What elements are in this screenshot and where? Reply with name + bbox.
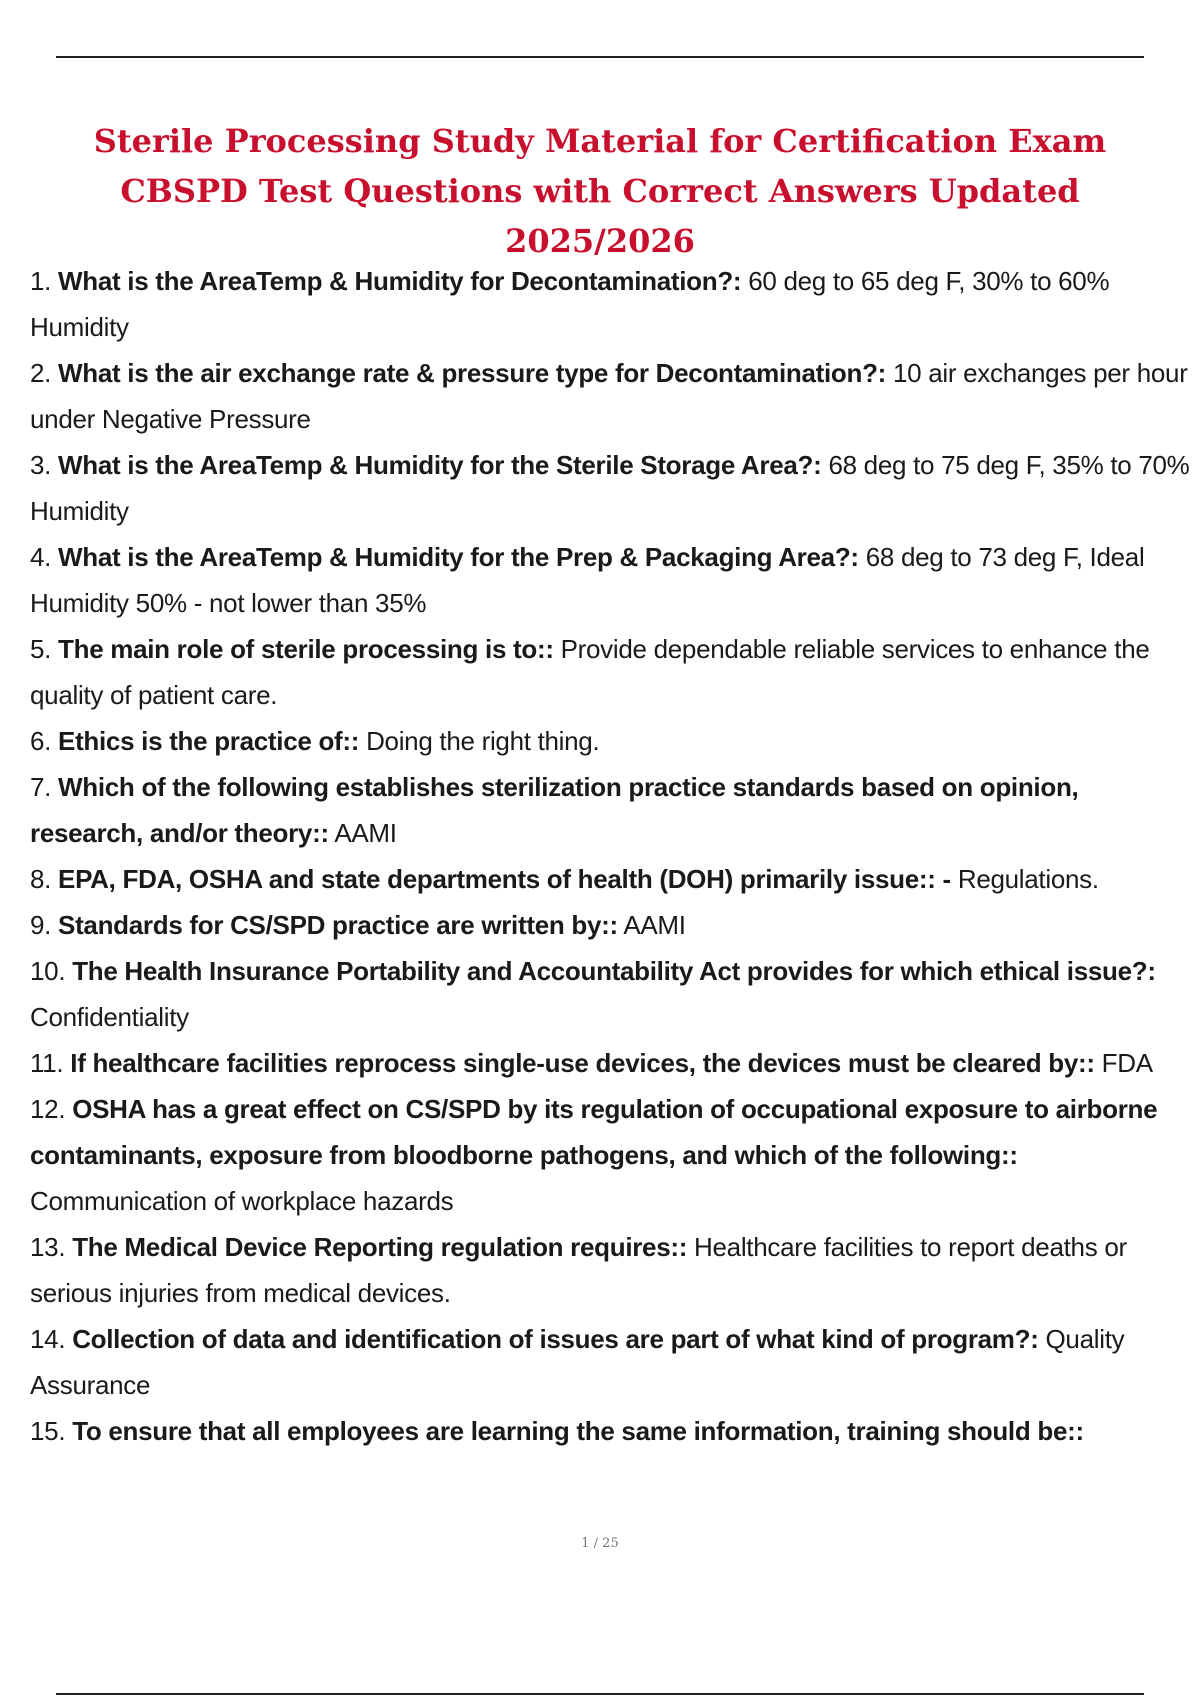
question-item-10 bbox=[30, 948, 1196, 1040]
question-item-1 bbox=[30, 258, 1196, 350]
question-item-15 bbox=[30, 1408, 1196, 1454]
question-number: 14. bbox=[30, 1324, 66, 1354]
question-text: Which of the following establishes sterilization practice standards based on opinion, research, and/or theory:: bbox=[30, 772, 1079, 848]
question-text: What is the AreaTemp & Humidity for the Prep & Packaging Area?: bbox=[58, 542, 859, 572]
question-item-6 bbox=[30, 718, 1196, 764]
bottom-divider bbox=[56, 1693, 1144, 1695]
question-text: What is the AreaTemp & Humidity for the Sterile Storage Area?: bbox=[58, 450, 822, 480]
question-text: If healthcare facilities reprocess single-use devices, the devices must be cleared by:: bbox=[70, 1048, 1095, 1078]
answer-text: 10 air exchanges per hour under Negative Pressure bbox=[30, 358, 1188, 434]
answer-text: AAMI bbox=[334, 818, 397, 848]
question-text: The Medical Device Reporting regulation requires:: bbox=[72, 1232, 688, 1262]
question-text: Ethics is the practice of:: bbox=[58, 726, 360, 756]
page-number: 1 / 25 bbox=[581, 1536, 619, 1551]
question-number: 2. bbox=[30, 358, 52, 388]
question-text: What is the AreaTemp & Humidity for Decontamination?: bbox=[58, 266, 742, 296]
question-item-5 bbox=[30, 626, 1196, 718]
question-item-13 bbox=[30, 1224, 1196, 1316]
answer-text: 68 deg to 75 deg F, 35% to 70% Humidity bbox=[30, 450, 1190, 526]
question-number: 4. bbox=[30, 542, 52, 572]
question-text: Collection of data and identification of issues are part of what kind of program?: bbox=[72, 1324, 1039, 1354]
answer-text: Communication of workplace hazards bbox=[30, 1186, 454, 1216]
question-item-2 bbox=[30, 350, 1196, 442]
question-item-14 bbox=[30, 1316, 1196, 1408]
answer-text: Provide dependable reliable services to enhance the quality of patient care. bbox=[30, 634, 1150, 710]
question-number: 5. bbox=[30, 634, 52, 664]
answer-text: 68 deg to 73 deg F, Ideal Humidity 50% - not lower than 35% bbox=[30, 542, 1145, 618]
document-title: Sterile Processing Study Material for Certification Exam CBSPD Test Questions with Correct Answers Updated 2025/2026 bbox=[93, 122, 1107, 260]
question-number: 13. bbox=[30, 1232, 66, 1262]
question-text: The Health Insurance Portability and Accountability Act provides for which ethical issue?: bbox=[72, 956, 1156, 986]
answer-text: Quality Assurance bbox=[30, 1324, 1125, 1400]
question-item-7 bbox=[30, 764, 1196, 856]
question-item-11 bbox=[30, 1040, 1196, 1086]
question-text: EPA, FDA, OSHA and state departments of health (DOH) primarily issue:: - bbox=[58, 864, 951, 894]
question-number: 9. bbox=[30, 910, 52, 940]
answer-text: AAMI bbox=[623, 910, 686, 940]
question-number: 3. bbox=[30, 450, 52, 480]
answer-text: FDA bbox=[1101, 1048, 1153, 1078]
question-item-4 bbox=[30, 534, 1196, 626]
question-number: 1. bbox=[30, 266, 52, 296]
question-number: 10. bbox=[30, 956, 66, 986]
answer-text: Doing the right thing. bbox=[366, 726, 600, 756]
question-text: To ensure that all employees are learning the same information, training should be:: bbox=[72, 1416, 1084, 1446]
question-number: 12. bbox=[30, 1094, 66, 1124]
question-item-9 bbox=[30, 902, 1196, 948]
question-text: What is the air exchange rate & pressure type for Decontamination?: bbox=[58, 358, 887, 388]
question-item-8 bbox=[30, 856, 1196, 902]
question-list bbox=[30, 258, 1196, 1454]
question-text: The main role of sterile processing is to:: bbox=[58, 634, 554, 664]
question-item-12 bbox=[30, 1086, 1196, 1224]
answer-text: Healthcare facilities to report deaths or serious injuries from medical devices. bbox=[30, 1232, 1127, 1308]
question-number: 7. bbox=[30, 772, 52, 802]
question-number: 8. bbox=[30, 864, 52, 894]
question-number: 15. bbox=[30, 1416, 66, 1446]
question-text: OSHA has a great effect on CS/SPD by its regulation of occupational exposure to airborne contaminants, exposure from bloodborne pathogens, and which of the following:: bbox=[30, 1094, 1158, 1170]
answer-text: Confidentiality bbox=[30, 1002, 189, 1032]
answer-text: 60 deg to 65 deg F, 30% to 60% Humidity bbox=[30, 266, 1110, 342]
question-number: 11. bbox=[30, 1048, 64, 1078]
question-number: 6. bbox=[30, 726, 52, 756]
question-text: Standards for CS/SPD practice are written by:: bbox=[58, 910, 618, 940]
question-item-3 bbox=[30, 442, 1196, 534]
answer-text: Regulations. bbox=[957, 864, 1099, 894]
top-divider bbox=[56, 56, 1144, 58]
